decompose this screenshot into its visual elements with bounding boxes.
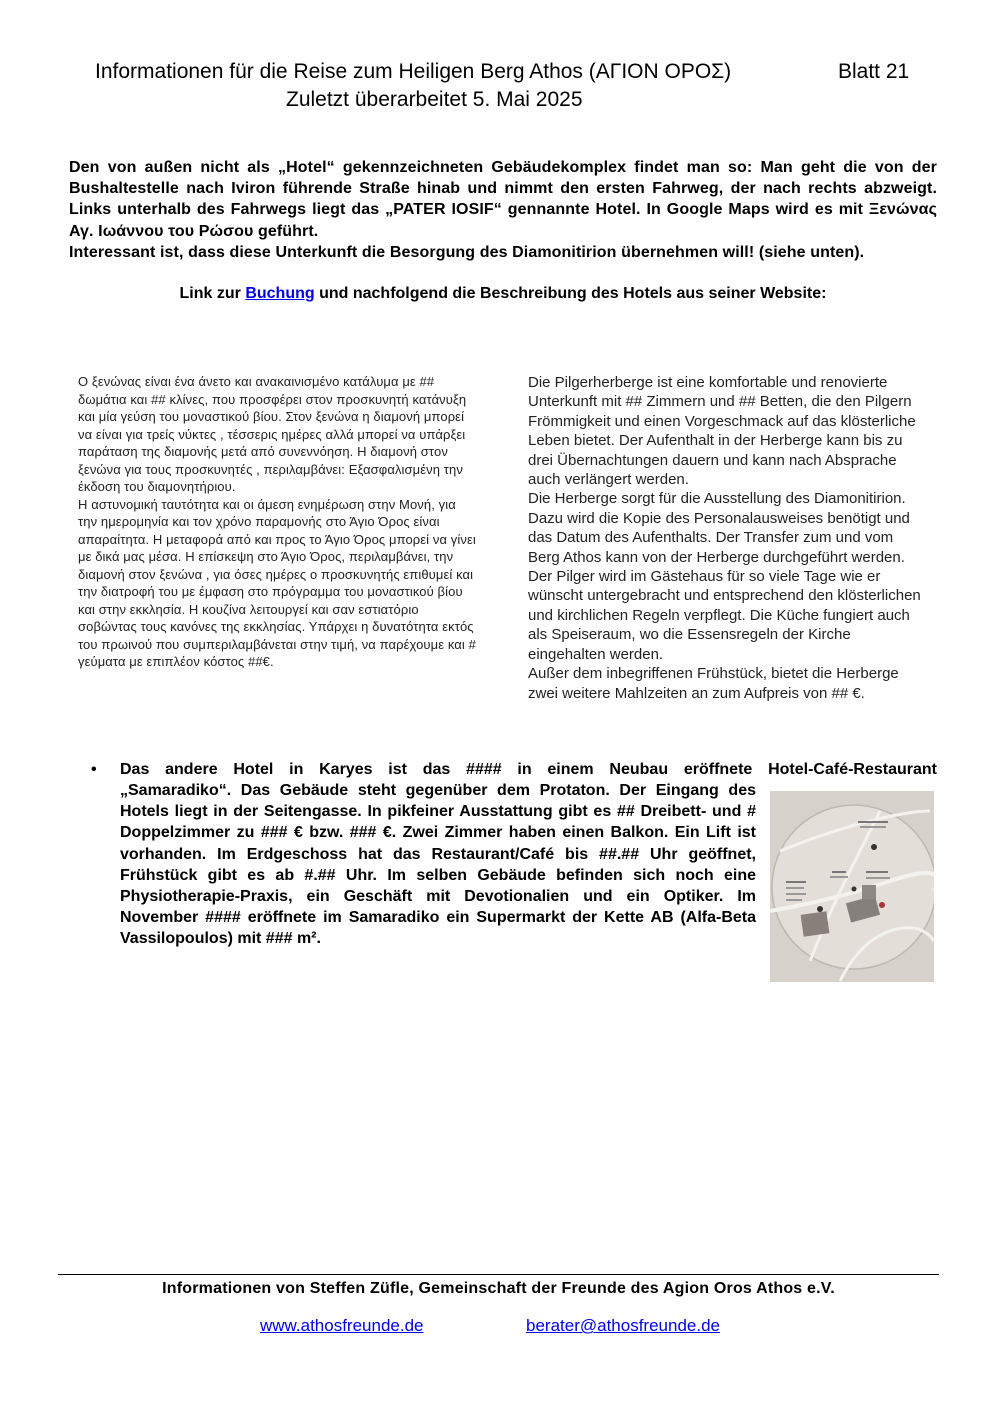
intro-paragraph-directions: Den von außen nicht als „Hotel“ gekennzeichneten Gebäudekomplex findet man so: Man geht die von der Bushaltestelle nach Iviron führende Straße hinab und nimmt den ersten Fahrweg, der nach rechts abzweigt. Links unterhalb des Fahrwegs liegt das „PATER IOSIF“ gennannte Hotel. In Google Maps wird es mit Ξενώνας Αγ. Ιωάννου του Ρώσου geführt.: [69, 159, 937, 240]
booking-link[interactable]: Buchung: [245, 285, 315, 302]
greek-paragraph-2: Η αστυνομική ταυτότητα και οι άμεση ενημέρωση στην Μονή, για την ημερομηνία και τον χρόνο παραμονής στο Άγιο Όρος είναι απαραίτητα. Η μεταφορά από και προς το Άγιο Όρος μπορεί να γίνει με δικά μας μέσα. Η επίσκεψη στο Άγιο Όρος, περιλαμβάνει, την διαμονή στον ξενώνα , για όσες ημέρες ο προσκυνητής επιθυμεί και την διατροφή του με έμφαση στο πρόγραμμα του μοναστικού βίου και στην εκκλησία. Η κουζίνα λειτουργεί και σαν εστιατόριο σοβώντας τους κανόνες της εκκλησίας. Υπάρχει η δυνατότητα εκτός του πρωινού που συμπεριλαμβάνεται στην τιμή, να παρέχουμε και # γεύματα με επιπλέον κόστος ##€.: [78, 496, 476, 669]
page-title: Informationen für die Reise zum Heiligen Berg Athos (ΑΓΙΟΝ ΟΡΟΣ): [95, 60, 732, 83]
hotel-karyes-details: Hotels liegt in der Seitengasse. In pikfeiner Ausstattung gibt es ## Dreibett- und # Doppelzimmer zu ### € bzw. ### €. Zwei Zimmer haben einen Balkon. Ein Lift ist vorhanden. Im Erdgeschoss hat das Restaurant/Café bis ##.## Uhr geöffnet, Frühstück gibt es ab #.## Uhr. Im selben Gebäude befinden sich noch eine Physiotherapie-Praxis, ein Geschäft mit Devotionalien und ein Optiker. Im November #### eröffnete im Samaradiko ein Supermarkt der Kette AB (Alfa-Beta Vassilopoulos) mit ### m².: [120, 803, 756, 948]
greek-paragraph-1: Ο ξενώνας είναι ένα άνετο και ανακαινισμένο κατάλυμα με ## δωμάτια και ## κλίνες, που προσφέρει στον προσκυνητή κατάνυξη και μία γεύση του μοναστικού βίου. Στον ξενώνα η διαμονή μπορεί να είναι για τρείς νύκτες , τέσσερις ημέρες αλλά μπορεί να υπάρξει παράταση της διαμονής μετά από συνεννόηση. Η διαμονή στον ξενώνα για τους προσκυνητές , περιλαμβάνει: Εξασφαλισμένη την έκδοση του διαμονητήριου.: [78, 374, 467, 494]
email-link[interactable]: berater@athosfreunde.de: [526, 1316, 720, 1335]
german-paragraph-1: Die Pilgerherberge ist eine komfortable und renovierte Unterkunft mit ## Zimmern und ## Betten, die den Pilgern Frömmigkeit und einen Vorgeschmack auf das klösterliche Leben bietet. Der Aufenthalt in der Herberge kann bis zu drei Übernachtungen dauern und kann nach Absprache auch verlängert werden.: [528, 374, 916, 489]
hotel-name-karyes: Hotel in Karyes: [233, 761, 373, 778]
karyes-map-image: [770, 791, 934, 982]
hotel-karyes-description: [120, 780, 756, 950]
sheet-number: Blatt 21: [838, 60, 910, 83]
hotel-karyes-line-2: [120, 780, 756, 801]
footer-credit: Informationen von Steffen Züfle, Gemeinschaft der Freunde des Agion Oros Athos e.V.: [162, 1280, 835, 1297]
german-paragraph-3: Außer dem inbegriffenen Frühstück, bietet die Herberge zwei weitere Mahlzeiten an zum Aufpreis von ## €.: [528, 665, 899, 702]
german-description: [528, 373, 928, 703]
hotel-text: Das andere: [120, 761, 234, 778]
website-link[interactable]: www.athosfreunde.de: [260, 1316, 424, 1335]
hotel-karyes-line-1: [120, 759, 937, 780]
booking-link-prefix: Link zur: [179, 285, 246, 302]
hotel-text: . Das Gebäude steht gegenüber dem Protaton. Der Eingang des: [226, 782, 756, 799]
hotel-name-samaradiko: „Samaradiko“: [120, 782, 227, 799]
german-paragraph-2: Die Herberge sorgt für die Ausstellung des Diamonitirion. Dazu wird die Kopie des Personalausweises benötigt und das Datum des Aufenthalts. Der Transfer zum und vom Berg Athos kann von der Herberge durchgeführt werden. Der Pilger wird im Gästehaus für so viele Tage wie er wünscht untergebracht und entsprechend den klösterlichen und kirchlichen Regeln verpflegt. Die Küche fungiert auch als Speiseraum, wo die Essensregeln der Kirche eingehalten werden.: [528, 490, 921, 663]
footer-divider: [58, 1274, 939, 1275]
intro-section: [69, 157, 937, 263]
booking-link-suffix: und nachfolgend die Beschreibung des Hotels aus seiner Website:: [314, 285, 827, 302]
revision-date: Zuletzt überarbeitet 5. Mai 2025: [286, 88, 583, 111]
hotel-text: ist das #### in einem Neubau eröffnete Hotel-Café-Restaurant: [372, 761, 937, 778]
booking-link-line: [69, 285, 937, 303]
greek-description: [78, 373, 478, 671]
intro-paragraph-diamonitirion: Interessant ist, dass diese Unterkunft die Besorgung des Diamonitirion übernehmen will! (siehe unten).: [69, 243, 865, 261]
bullet-marker: •: [91, 761, 97, 778]
